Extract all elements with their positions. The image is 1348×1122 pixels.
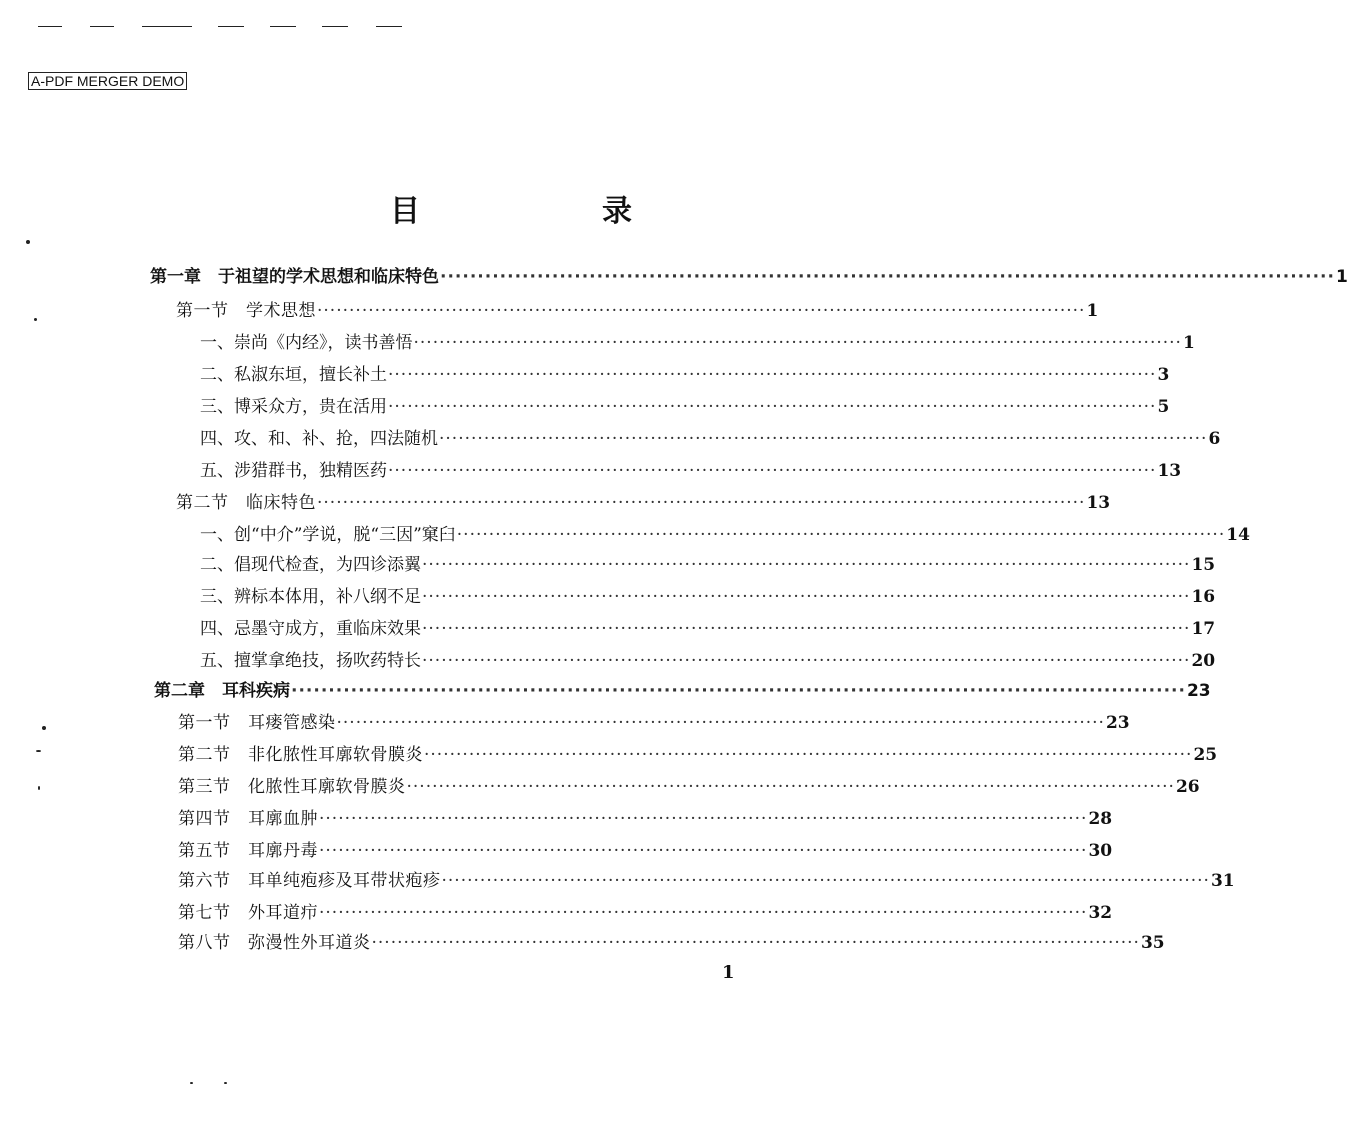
toc-entry-label: 三、博采众方，贵在活用 bbox=[200, 397, 387, 417]
toc-entry bbox=[178, 898, 1113, 923]
header-dash bbox=[270, 26, 296, 27]
toc-entry-page: 26 bbox=[1175, 777, 1200, 797]
toc-entry-page: 13 bbox=[1157, 461, 1182, 481]
dot-leader: ························································································································ bbox=[388, 365, 1157, 385]
toc-entry-label: 第五节 耳廓丹毒 bbox=[178, 841, 318, 861]
toc-entry bbox=[150, 262, 1348, 287]
dot-leader: ························································································································ bbox=[371, 933, 1140, 953]
header-dash bbox=[90, 26, 114, 27]
toc-entry-page: 16 bbox=[1191, 587, 1216, 607]
toc-entry-page: 3 bbox=[1157, 365, 1170, 385]
header-dash bbox=[142, 26, 192, 27]
toc-entry-label: 第二节 非化脓性耳廓软骨膜炎 bbox=[178, 745, 423, 765]
toc-entry bbox=[200, 456, 1182, 481]
toc-entry bbox=[200, 614, 1216, 639]
toc-entry bbox=[200, 360, 1170, 385]
dot-leader: ························································································································ bbox=[422, 587, 1191, 607]
toc-entry-label: 四、攻、和、补、抢，四法随机 bbox=[200, 429, 438, 449]
toc-entry-label: 二、私淑东垣，擅长补土 bbox=[200, 365, 387, 385]
dot-leader: ························································································································ bbox=[319, 903, 1088, 923]
toc-entry-page: 28 bbox=[1088, 809, 1113, 829]
toc-entry-page: 25 bbox=[1193, 745, 1218, 765]
toc-entry-page: 31 bbox=[1210, 871, 1235, 891]
toc-entry-page: 13 bbox=[1086, 493, 1111, 513]
toc-entry-page: 20 bbox=[1191, 651, 1216, 671]
dot-leader: ························································································································ bbox=[406, 777, 1175, 797]
toc-entry bbox=[178, 866, 1235, 891]
dot-leader: ························································································································ bbox=[456, 525, 1226, 545]
toc-entry bbox=[178, 740, 1218, 765]
toc-entry-page: 23 bbox=[1186, 681, 1211, 701]
toc-entry bbox=[178, 708, 1130, 733]
dot-leader: ························································································································ bbox=[336, 713, 1105, 733]
dot-leader: ························································································································ bbox=[388, 397, 1157, 417]
dot-leader: ························································································································ bbox=[413, 333, 1182, 353]
dot-leader: ························································································································ bbox=[317, 301, 1086, 321]
toc-entry-label: 第七节 外耳道疖 bbox=[178, 903, 318, 923]
dot-leader: ························································································································ bbox=[424, 745, 1193, 765]
dot-leader: ························································································································ bbox=[441, 871, 1210, 891]
scan-speck bbox=[190, 1082, 193, 1084]
scan-speck bbox=[224, 1082, 227, 1084]
dot-leader: ························································································································ bbox=[319, 841, 1088, 861]
toc-entry-page: 23 bbox=[1105, 713, 1130, 733]
toc-entry-page: 32 bbox=[1088, 903, 1113, 923]
page-title: 目 录 bbox=[390, 194, 708, 229]
scan-speck bbox=[42, 726, 46, 730]
toc-entry-label: 一、创“中介”学说，脱“三因”窠臼 bbox=[200, 525, 456, 545]
dot-leader: ························································································································ bbox=[422, 651, 1191, 671]
toc-entry-label: 二、倡现代检查，为四诊添翼 bbox=[200, 555, 421, 575]
toc-entry-label: 第六节 耳单纯疱疹及耳带状疱疹 bbox=[178, 871, 441, 891]
header-dash bbox=[376, 26, 402, 27]
toc-entry-label: 五、擅掌拿绝技，扬吹药特长 bbox=[200, 651, 421, 671]
scan-speck bbox=[38, 786, 40, 790]
dot-leader: ························································································································ bbox=[319, 809, 1088, 829]
scan-speck bbox=[26, 240, 30, 244]
header-dash bbox=[218, 26, 244, 27]
toc-entry-page: 30 bbox=[1088, 841, 1113, 861]
toc-entry bbox=[200, 646, 1216, 671]
toc-entry-label: 第三节 化脓性耳廓软骨膜炎 bbox=[178, 777, 406, 797]
dot-leader: ························································································································ bbox=[440, 267, 1335, 287]
toc-entry-label: 五、涉猎群书，独精医药 bbox=[200, 461, 387, 481]
toc-entry-label: 第一节 学术思想 bbox=[176, 301, 316, 321]
scan-speck bbox=[36, 750, 41, 752]
scan-speck bbox=[34, 318, 37, 321]
toc-entry bbox=[154, 676, 1211, 701]
watermark-label: A-PDF MERGER DEMO bbox=[28, 72, 187, 90]
dot-leader: ························································································································ bbox=[317, 493, 1086, 513]
toc-entry-label: 三、辨标本体用，补八纲不足 bbox=[200, 587, 421, 607]
dot-leader: ························································································································ bbox=[291, 681, 1186, 701]
toc-entry bbox=[176, 488, 1111, 513]
toc-entry bbox=[178, 804, 1113, 829]
toc-entry bbox=[200, 550, 1216, 575]
dot-leader: ························································································································ bbox=[439, 429, 1208, 449]
toc-entry bbox=[200, 392, 1170, 417]
toc-entry-label: 第四节 耳廓血肿 bbox=[178, 809, 318, 829]
toc-entry bbox=[178, 928, 1165, 953]
toc-entry bbox=[176, 296, 1099, 321]
dot-leader: ························································································································ bbox=[422, 555, 1191, 575]
page-number: 1 bbox=[722, 962, 735, 983]
toc-entry-label: 第八节 弥漫性外耳道炎 bbox=[178, 933, 371, 953]
toc-entry-label: 第二章 耳科疾病 bbox=[154, 681, 290, 701]
toc-entry bbox=[200, 520, 1250, 545]
header-dash bbox=[38, 26, 62, 27]
toc-entry bbox=[178, 772, 1200, 797]
toc-entry bbox=[200, 582, 1216, 607]
dot-leader: ························································································································ bbox=[388, 461, 1157, 481]
toc-entry-label: 四、忌墨守成方，重临床效果 bbox=[200, 619, 421, 639]
toc-entry-page: 1 bbox=[1182, 333, 1195, 353]
toc-entry-page: 5 bbox=[1157, 397, 1170, 417]
toc-entry-page: 6 bbox=[1208, 429, 1221, 449]
toc-entry-page: 15 bbox=[1191, 555, 1216, 575]
toc-entry-page: 1 bbox=[1086, 301, 1099, 321]
toc-entry bbox=[200, 424, 1221, 449]
toc-entry-label: 第一节 耳瘘管感染 bbox=[178, 713, 336, 733]
toc-entry-page: 14 bbox=[1226, 525, 1250, 545]
toc-entry bbox=[200, 328, 1195, 353]
toc-entry-label: 第一章 于祖望的学术思想和临床特色 bbox=[150, 267, 439, 287]
toc-entry-label: 一、崇尚《内经》，读书善悟 bbox=[200, 333, 413, 353]
header-dash bbox=[322, 26, 348, 27]
toc-entry-page: 17 bbox=[1191, 619, 1216, 639]
toc-entry-page: 1 bbox=[1335, 267, 1348, 287]
toc-entry bbox=[178, 836, 1113, 861]
dot-leader: ························································································································ bbox=[422, 619, 1191, 639]
toc-entry-page: 35 bbox=[1140, 933, 1165, 953]
toc-entry-label: 第二节 临床特色 bbox=[176, 493, 316, 513]
